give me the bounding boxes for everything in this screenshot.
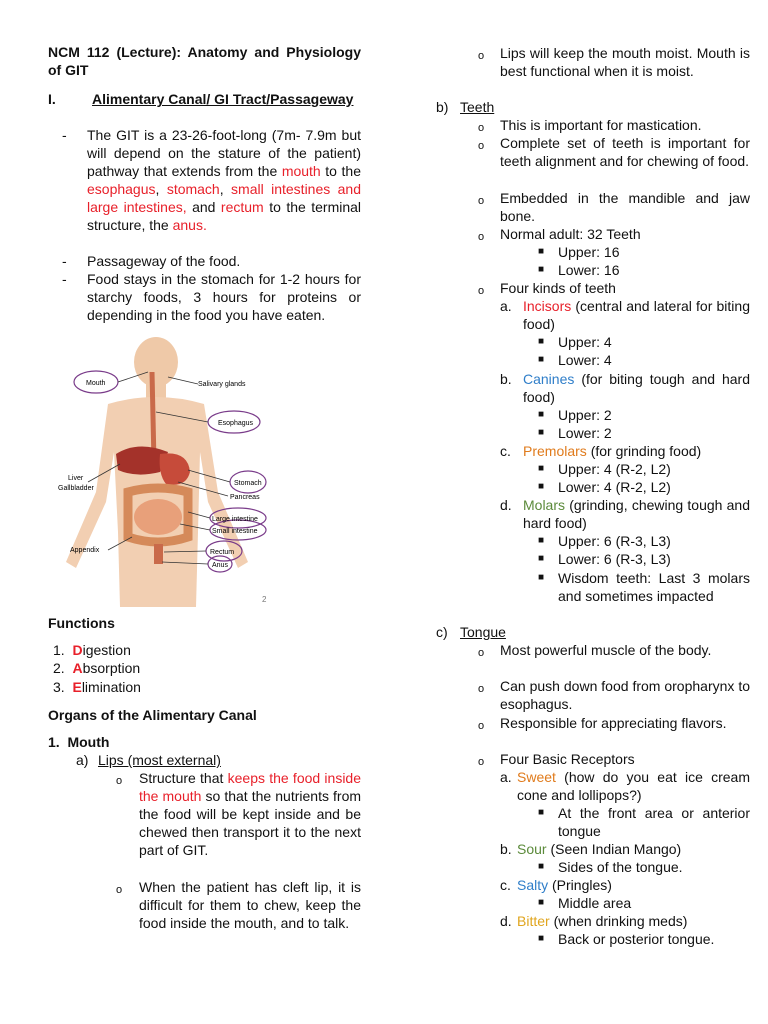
- section-number: I.: [48, 91, 56, 107]
- fig-label: Pancreas: [230, 494, 260, 501]
- fig-label: Appendix: [70, 547, 100, 554]
- square-bullet: ■: [538, 535, 545, 546]
- dash-1: -: [62, 127, 67, 143]
- incisors-item: Incisors (central and lateral for biting food): [523, 298, 750, 332]
- lips-label: Lips (most external): [98, 752, 221, 768]
- salty-marker: c.: [500, 877, 511, 893]
- bullet-o: o: [478, 285, 485, 297]
- salty-location: Middle area: [558, 895, 632, 911]
- organs-heading: Organs of the Alimentary Canal: [48, 707, 257, 723]
- incisors-upper: Upper: 4: [558, 334, 612, 350]
- section-bullet-2: Passageway of the food.: [87, 253, 241, 269]
- figure-page-number: 2: [262, 595, 267, 604]
- fig-label: Large intestine: [212, 516, 258, 523]
- teeth-lower-16: Lower: 16: [558, 262, 620, 278]
- sweet-item: Sweet (how do you eat ice cream cone and lollipops?): [517, 769, 751, 803]
- function-item-1: 1. Digestion: [53, 642, 131, 658]
- fig-label: Salivary glands: [198, 381, 246, 388]
- premolars-upper: Upper: 4 (R-2, L2): [558, 461, 671, 477]
- canines-upper: Upper: 2: [558, 407, 612, 423]
- molars-lower: Lower: 6 (R-3, L3): [558, 551, 671, 567]
- molars-upper: Upper: 6 (R-3, L3): [558, 533, 671, 549]
- lips-marker: a): [76, 752, 89, 768]
- square-bullet: ■: [538, 933, 545, 944]
- bullet-o: o: [116, 884, 123, 896]
- tongue-point-4: Four Basic Receptors: [500, 751, 635, 767]
- teeth-point-5: Four kinds of teeth: [500, 280, 616, 296]
- term-intestines: small intestines and large intestines,: [87, 181, 362, 215]
- functions-heading: Functions: [48, 615, 115, 631]
- fig-label: Anus: [212, 562, 228, 569]
- lips-point-1: Structure that keeps the food inside the mouth so that the nutrients from the food will be kept inside and be chewed then transport it to the next part of GIT.: [139, 770, 362, 858]
- square-bullet: ■: [538, 553, 545, 564]
- square-bullet: ■: [538, 264, 545, 275]
- bullet-o: o: [478, 122, 485, 134]
- premolars-marker: c.: [500, 443, 511, 459]
- tongue-label: Tongue: [460, 624, 506, 640]
- digestive-system-figure: [48, 332, 278, 607]
- tongue-marker: c): [436, 624, 448, 640]
- square-bullet: ■: [538, 481, 545, 492]
- square-bullet: ■: [538, 572, 545, 583]
- fig-label: Gallbladder: [58, 485, 94, 492]
- function-item-3: 3. Elimination: [53, 679, 141, 695]
- fig-label: Rectum: [210, 549, 235, 556]
- square-bullet: ■: [538, 354, 545, 365]
- bullet-o: o: [478, 140, 485, 152]
- dash-3: -: [62, 271, 67, 287]
- section-bullet-3: Food stays in the stomach for 1-2 hours for starchy foods, 3 hours for proteins or depending in the food you have eaten.: [87, 271, 361, 323]
- bitter-marker: d.: [500, 913, 512, 929]
- fig-label: Liver: [68, 475, 84, 482]
- molars-marker: d.: [500, 497, 512, 513]
- bullet-o: o: [478, 720, 485, 732]
- bullet-o: o: [478, 195, 485, 207]
- square-bullet: ■: [538, 246, 545, 257]
- incisors-marker: a.: [500, 298, 512, 314]
- term-esophagus: esophagus: [87, 181, 156, 197]
- bitter-item: Bitter (when drinking meds): [517, 913, 688, 929]
- premolars-item: Premolars (for grinding food): [523, 443, 702, 459]
- section-heading: Alimentary Canal/ GI Tract/Passageway: [92, 91, 354, 107]
- sweet-marker: a.: [500, 769, 512, 785]
- lips-point-2: When the patient has cleft lip, it is difficult for them to chew, keep the food inside the mouth, and to talk.: [139, 879, 361, 931]
- bullet-o: o: [478, 50, 485, 62]
- square-bullet: ■: [538, 336, 545, 347]
- mouth-heading: 1. Mouth: [48, 734, 110, 750]
- bullet-o: o: [478, 756, 485, 768]
- canines-item: Canines (for biting tough and hard food): [523, 371, 750, 405]
- digestive-system-illustration: [48, 332, 278, 607]
- bullet-o: o: [478, 231, 485, 243]
- tongue-point-1: Most powerful muscle of the body.: [500, 642, 712, 658]
- square-bullet: ■: [538, 861, 545, 872]
- function-item-2: 2. Absorption: [53, 660, 141, 676]
- square-bullet: ■: [538, 897, 545, 908]
- fig-label: Stomach: [234, 480, 262, 487]
- teeth-label: Teeth: [460, 99, 495, 115]
- square-bullet: ■: [538, 463, 545, 474]
- tongue-point-2: Can push down food from oropharynx to esophagus.: [500, 678, 750, 712]
- premolars-lower: Lower: 4 (R-2, L2): [558, 479, 671, 495]
- molars-item: Molars (grinding, chewing tough and hard food): [523, 497, 750, 531]
- teeth-point-2: Complete set of teeth is important for teeth alignment and for chewing of food.: [500, 135, 750, 169]
- teeth-point-4: Normal adult: 32 Teeth: [500, 226, 641, 242]
- teeth-point-3: Embedded in the mandible and jaw bone.: [500, 190, 750, 224]
- section-bullet-1: The GIT is a 23-26-foot-long (7m- 7.9m but will depend on the stature of the patient) pathway that extends from the mouth to the esophagus, stomach, small intestines and large intestines, and rectum to the terminal structure, the anus.: [87, 127, 362, 233]
- canines-lower: Lower: 2: [558, 425, 612, 441]
- bitter-location: Back or posterior tongue.: [558, 931, 715, 947]
- fig-label: Mouth: [86, 380, 106, 387]
- lips-point-3: Lips will keep the mouth moist. Mouth is best functional when it is moist.: [500, 45, 750, 79]
- incisors-lower: Lower: 4: [558, 352, 612, 368]
- term-mouth: mouth: [281, 163, 321, 179]
- teeth-marker: b): [436, 99, 449, 115]
- canines-marker: b.: [500, 371, 512, 387]
- bullet-o: o: [478, 683, 485, 695]
- square-bullet: ■: [538, 427, 545, 438]
- term-stomach: stomach: [166, 181, 220, 197]
- title: NCM 112 (Lecture): Anatomy and Physiology of GIT: [48, 44, 361, 78]
- teeth-upper-16: Upper: 16: [558, 244, 620, 260]
- term-rectum: rectum: [220, 199, 264, 215]
- sour-location: Sides of the tongue.: [558, 859, 683, 875]
- dash-2: -: [62, 253, 67, 269]
- fig-label: Small intestine: [212, 528, 258, 535]
- bullet-o: o: [478, 647, 485, 659]
- square-bullet: ■: [538, 409, 545, 420]
- term-anus: anus.: [172, 217, 207, 233]
- sweet-location: At the front area or anterior tongue: [558, 805, 750, 839]
- teeth-point-1: This is important for mastication.: [500, 117, 702, 133]
- square-bullet: ■: [538, 807, 545, 818]
- sour-marker: b.: [500, 841, 512, 857]
- sour-item: Sour (Seen Indian Mango): [517, 841, 682, 857]
- salty-item: Salty (Pringles): [517, 877, 612, 893]
- fig-label: Esophagus: [218, 420, 254, 427]
- tongue-point-3: Responsible for appreciating flavors.: [500, 715, 727, 731]
- molars-wisdom: Wisdom teeth: Last 3 molars and sometimes impacted: [558, 570, 750, 604]
- bullet-o: o: [116, 775, 123, 787]
